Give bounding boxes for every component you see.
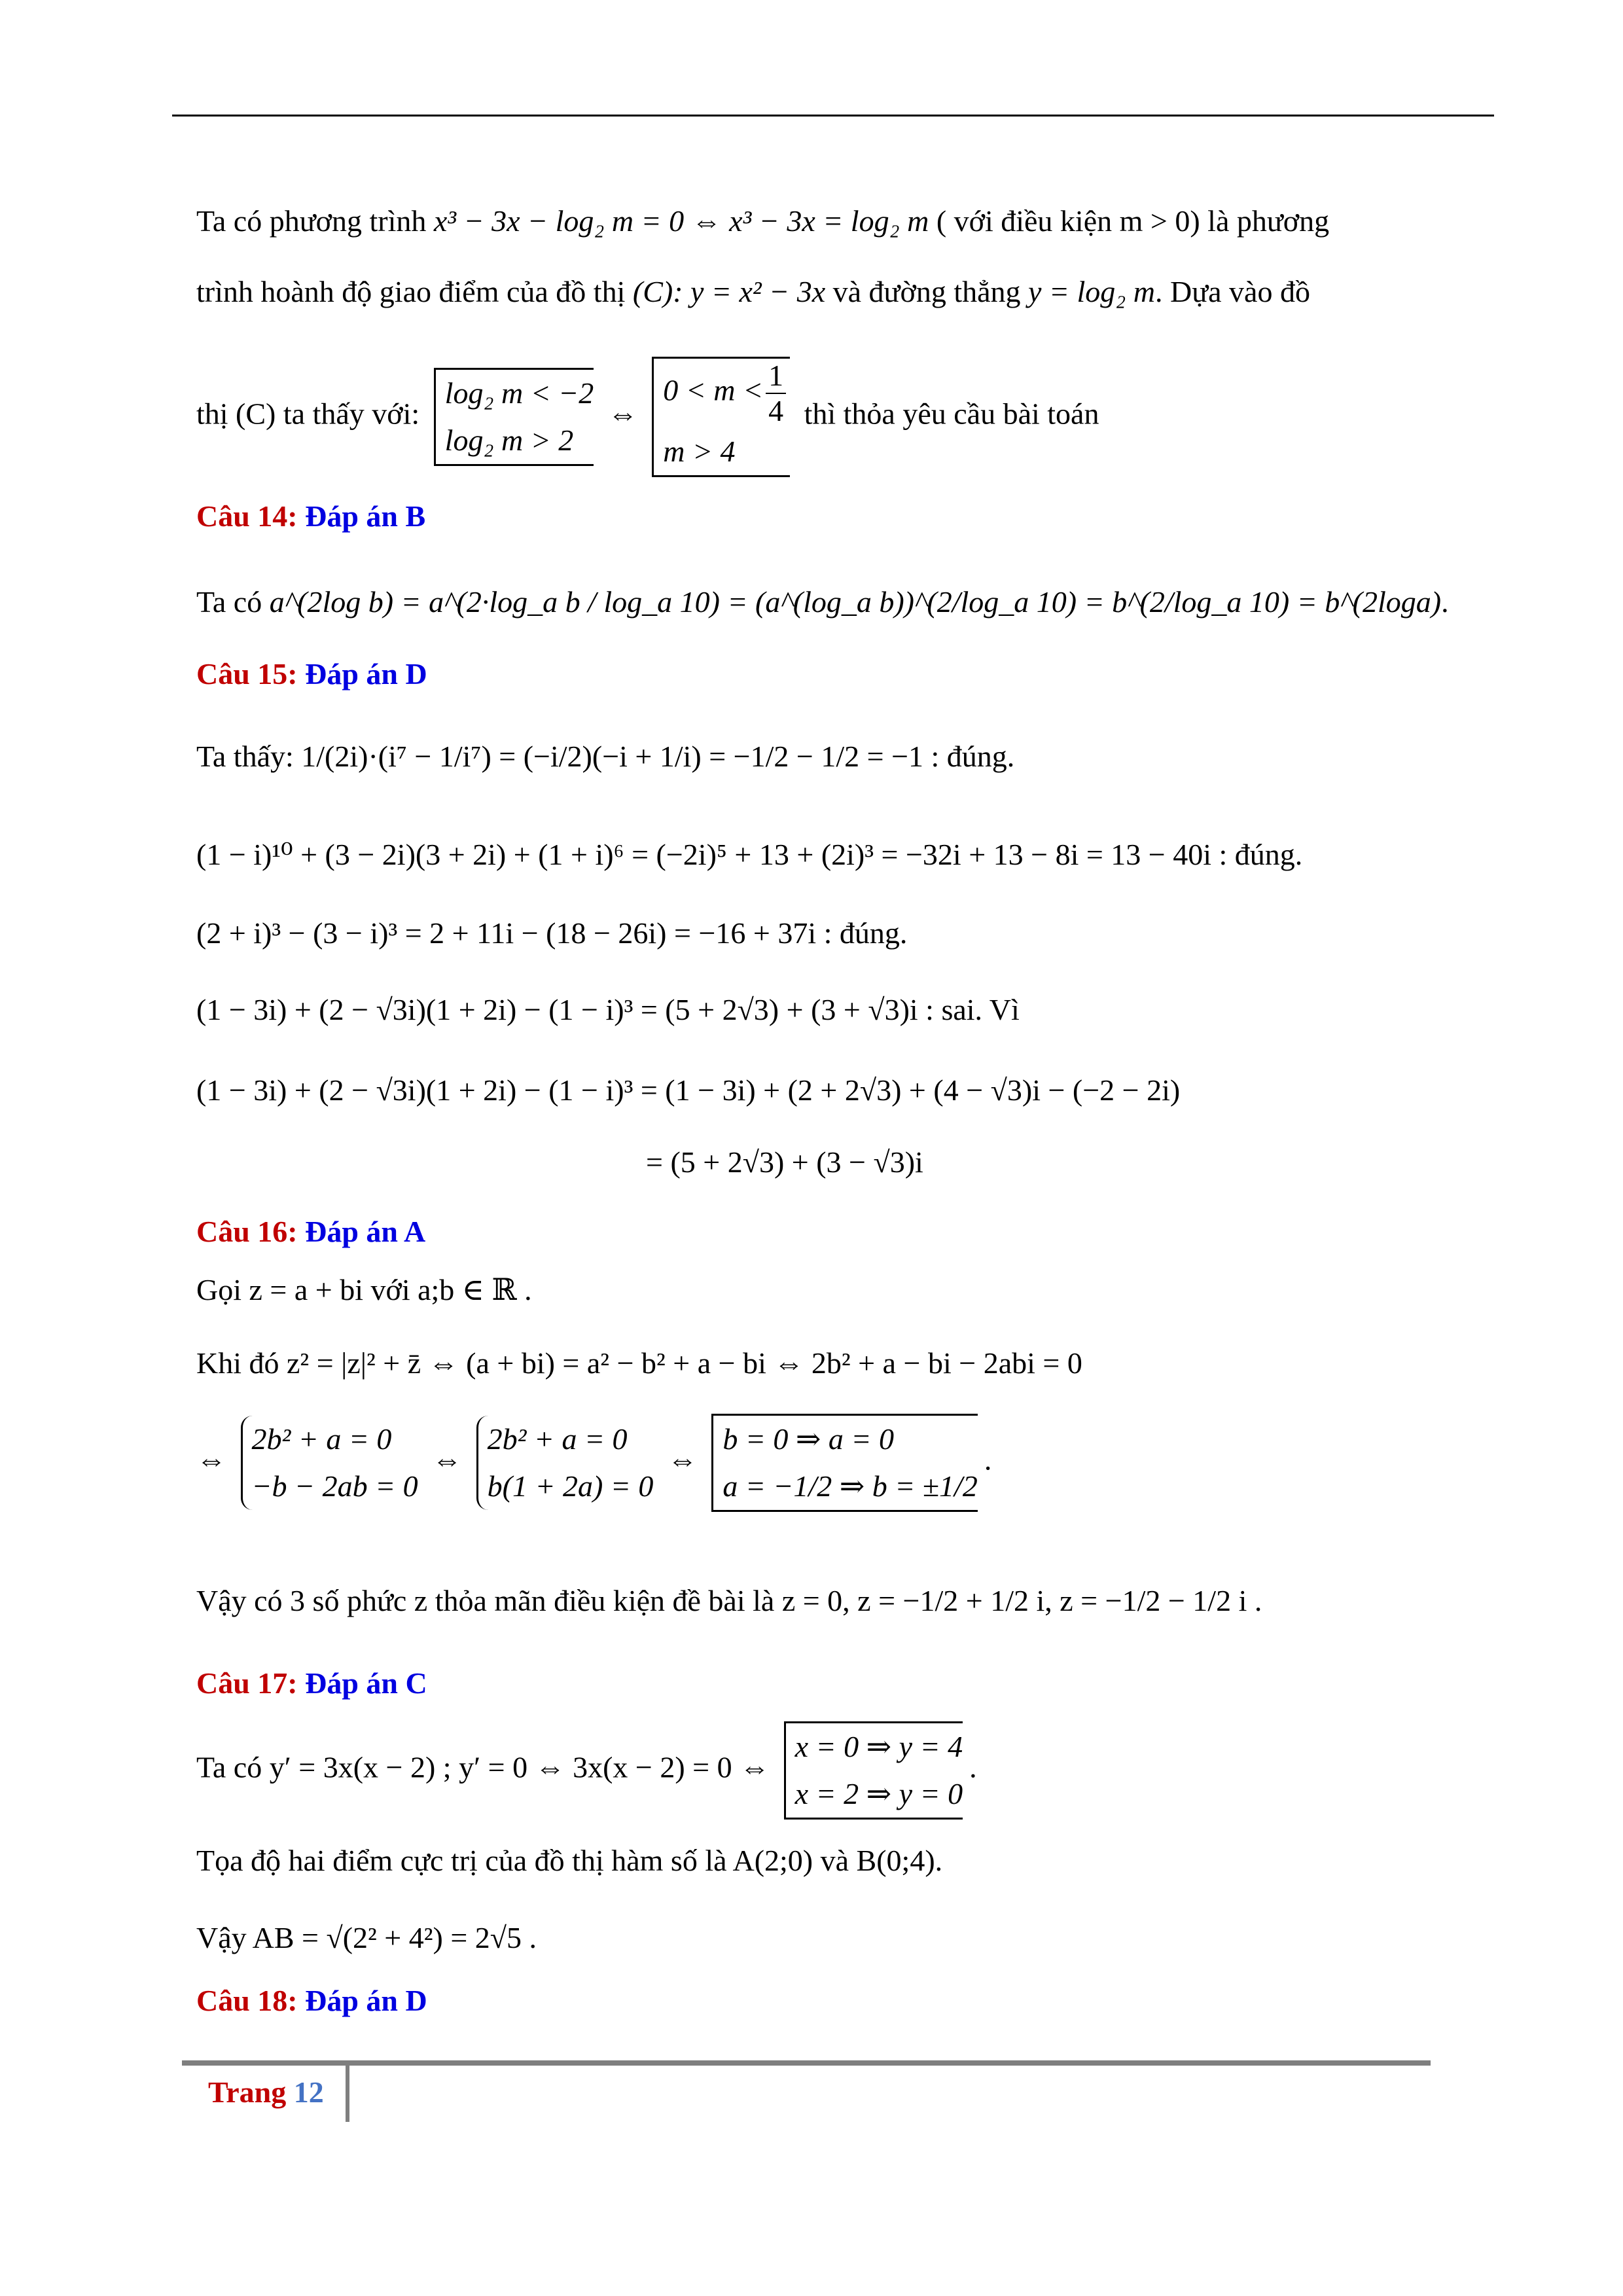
q16-line-2: Khi đó z² = |z|² + z̄ ⇔ (a + bi) = a² − b² + a − bi ⇔ 2b² + a − bi − 2abi = 0 [196, 1346, 1082, 1380]
system-3: b = 0 ⇒ a = 0 a = −1/2 ⇒ b = ±1/2 [711, 1414, 977, 1512]
question-15-heading: Câu 15: Đáp án D [196, 657, 427, 691]
question-16-heading: Câu 16: Đáp án A [196, 1215, 426, 1248]
system-1: 2b² + a = 0 −b − 2ab = 0 [241, 1416, 418, 1510]
q15-line-6: = (5 + 2√3) + (3 − √3)i [646, 1145, 923, 1179]
header-rule [172, 115, 1494, 117]
page-number: Trang 12 [208, 2075, 324, 2109]
equation-1: x³ − 3x − log₂ m = 0 ⇔ x³ − 3x = log₂ m [433, 204, 929, 238]
q17-line-3: Vậy AB = √(2² + 4²) = 2√5 . [196, 1921, 537, 1954]
q15-line-1: Ta thấy: 1/(2i)·(i⁷ − 1/i⁷) = (−i/2)(−i + 1/i) = −1/2 − 1/2 = −1 : đúng. [196, 740, 1015, 773]
question-18-heading: Câu 18: Đáp án D [196, 1984, 427, 2017]
q16-line-1: Gọi z = a + bi với a;b ∈ ℝ . [196, 1273, 532, 1306]
q15-line-4: (1 − 3i) + (2 − √3i)(1 + 2i) − (1 − i)³ = (5 + 2√3) + (3 + √3)i : sai. Vì [196, 993, 1020, 1026]
q15-line-3: (2 + i)³ − (3 − i)³ = 2 + 11i − (18 − 26i) = −16 + 37i : đúng. [196, 916, 908, 950]
intro-line-3: thị (C) ta thấy với: log₂ m < −2 log₂ m > 2 ⇔ 0 < m < $\frac{1}{4}$ m > 4 thì thỏa yêu cầu bài toán [196, 357, 1099, 477]
footer-rule [182, 2060, 1431, 2066]
intro-line-1: Ta có phương trình x³ − 3x − log₂ m = 0 ⇔ x³ − 3x = log₂ m ( với điều kiện m > 0) là phương [196, 204, 1330, 238]
q15-line-5: (1 − 3i) + (2 − √3i)(1 + 2i) − (1 − i)³ = (1 − 3i) + (2 + 2√3) + (4 − √3)i − (−2 − 2i) [196, 1073, 1181, 1107]
equation-3: y = log₂ m [1028, 275, 1155, 308]
question-14-heading: Câu 14: Đáp án B [196, 499, 426, 533]
q17-cases: x = 0 ⇒ y = 4 x = 2 ⇒ y = 0 [784, 1721, 963, 1820]
case-bracket-right: 0 < m < $\frac{1}{4}$ m > 4 [652, 357, 790, 477]
q16-conclusion: Vậy có 3 số phức z thỏa mãn điều kiện đề bài là z = 0, z = −1/2 + 1/2 i, z = −1/2 − 1/2 i . [196, 1584, 1262, 1617]
q15-line-2: (1 − i)¹⁰ + (3 − 2i)(3 + 2i) + (1 + i)⁶ = (−2i)⁵ + 13 + (2i)³ = −32i + 13 − 8i = 13 − 40i : đúng. [196, 838, 1303, 871]
q14-equation: a^(2log b) = a^(2·log_a b / log_a 10) = (a^(log_a b))^(2/log_a 10) = b^(2/log_a 10) = b^(2loga) [269, 585, 1442, 619]
equation-2: (C): y = x² − 3x [632, 275, 826, 308]
q17-line-2: Tọa độ hai điểm cực trị của đồ thị hàm số là A(2;0) và B(0;4). [196, 1844, 943, 1877]
question-17-heading: Câu 17: Đáp án C [196, 1666, 427, 1700]
q16-system: ⇔ 2b² + a = 0 −b − 2ab = 0 ⇔ 2b² + a = 0 b(1 + 2a) = 0 ⇔ b = 0 ⇒ a = 0 a = −1/2 ⇒ b = ±1/2 . [196, 1414, 991, 1512]
system-2: 2b² + a = 0 b(1 + 2a) = 0 [476, 1416, 654, 1510]
q17-line-1: Ta có y′ = 3x(x − 2) ; y′ = 0 ⇔ 3x(x − 2) = 0 ⇔ x = 0 ⇒ y = 4 x = 2 ⇒ y = 0 . [196, 1721, 977, 1820]
case-bracket-left: log₂ m < −2 log₂ m > 2 [434, 368, 594, 466]
q14-body: Ta có a^(2log b) = a^(2·log_a b / log_a 10) = (a^(log_a b))^(2/log_a 10) = b^(2/log_a 10) = b^(2loga). [196, 585, 1449, 619]
footer-divider [346, 2066, 349, 2122]
intro-line-2: trình hoành độ giao điểm của đồ thị (C): y = x² − 3x và đường thẳng y = log₂ m. Dựa vào đồ [196, 275, 1310, 308]
